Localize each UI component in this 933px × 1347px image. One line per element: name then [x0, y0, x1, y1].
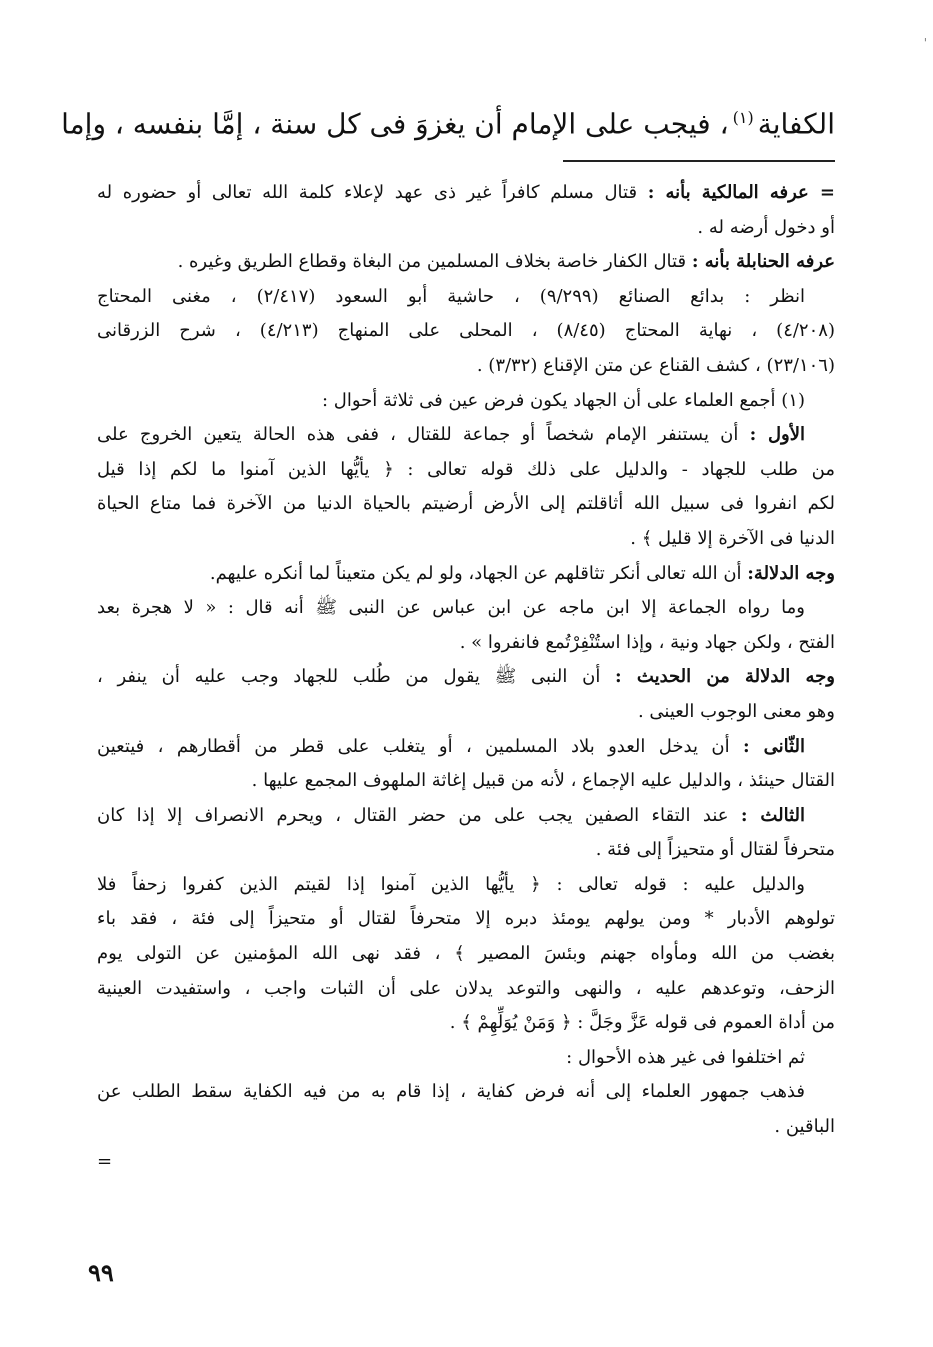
footnote-line: متحرفاً لقتال أو متحيزاً إلى فئة . [595, 839, 835, 861]
footnote-line: (٤/٢٠٨) ، نهاية المحتاج (٨/٤٥) ، المحلى على المنهاج (٤/٢١٣) ، شرح الزرقانى [97, 320, 835, 342]
term-label: الثّانى : [743, 735, 805, 757]
main-text-line [61, 96, 835, 146]
footnote-line: وما رواه الجماعة إلا ابن ماجه عن ابن عباس عن النبى ﷺ أنه قال : « لا هجرة بعد [97, 597, 805, 619]
footnote-line: الثالث : عند التقاء الصفين يجب على من حضر القتال ، ويحرم الانصراف إلا إذا كان [97, 804, 805, 826]
footnote-line: الباقين . [774, 1116, 835, 1138]
footnote-line: الثّانى : أن يدخل العدو بلاد المسلمين ، أو يتغلب على قطر من أقطارهم ، فيتعين [97, 735, 805, 757]
footnote-line: الزحف، وتوعدهم عليه ، والنهى والتوعد يدلان على أن الثبات واجب ، واستفيدت العينية [97, 977, 835, 999]
footnote-line: من أداة العموم فى قوله عَزَّ وجَلَّ : ﴿ وَمَنْ يُوَلِّهِمْ ﴾ . [449, 1012, 835, 1034]
footnote-line: والدليل عليه : قوله تعالى : ﴿ يأيُّها الذين آمنوا إذا لقيتم الذين كفروا زحفاً فلا [97, 873, 805, 895]
footnote-line: فذهب جمهور العلماء إلى أنه فرض كفاية ، إذا قام به من فيه الكفاية سقط الطلب عن [97, 1081, 805, 1103]
footnote-line: الأول : أن يستنفر الإمام شخصاً أو جماعة للقتال ، ففى هذه الحالة يتعين الخروج على [97, 424, 805, 446]
footnote-line: تولوهم الأدبار * ومن يولهم يومئذ دبره إلا متحرفاً لقتال أو متحيزاً إلى فئة ، فقد باء [97, 908, 835, 930]
footnote-line: وجه الدلالة: أن الله تعالى أنكر تثاقلهم عن الجهاد، ولو لم يكن متعيناً لما أنكره عليهم. [209, 562, 835, 584]
footnote-line: بغضب من الله ومأواه جهنم وبئسَ المصير ﴾ ، فقد نهى الله المؤمنين عن التولى يوم [97, 943, 835, 965]
footnote-line: (١) أجمع العلماء على أن الجهاد يكون فرض عين فى ثلاثة أحوال : [321, 389, 805, 411]
corner-mark: ' [923, 36, 927, 50]
footnote-separator [563, 160, 835, 162]
term-label: = عرفه المالكية بأنه : [647, 182, 835, 203]
main-text-start: الكفاية [757, 107, 835, 141]
footnote-line: عرفه الحنابلة بأنه : قتال الكفار خاصة بخلاف المسلمين من البغاة وقطاع الطريق وغيره . [177, 251, 835, 273]
term-label: الثالث : [740, 804, 805, 826]
footnote-line: الفتح ، ولكن جهاد ونية ، وإذا استُنْفِرْتُمع فانفروا » . [459, 631, 835, 653]
term-label: وجه الدلالة: [747, 562, 835, 584]
footnotes-block [97, 176, 835, 1179]
footnote-reference: (١) [732, 108, 754, 127]
footnote-line: وجه الدلالة من الحديث : أن النبى ﷺ يقول من طُلب للجهاد وجب عليه أن ينفر ، [97, 666, 835, 688]
term-label: عرفه الحنابلة بأنه : [691, 251, 835, 273]
page-number: ٩٩ [88, 1258, 114, 1287]
term-label: وجه الدلالة من الحديث : [615, 666, 835, 688]
footnote-line: انظر : بدائع الصنائع (٩/٢٩٩) ، حاشية أبو السعود (٢/٤١٧) ، مغنى المحتاج [97, 285, 805, 307]
main-text-end: ، فيجب على الإمام أن يغزوَ فى كل سنة ، إمَّا بنفسه ، وإما [61, 107, 729, 141]
footnote-line: الدنيا فى الآخرة إلا قليل ﴾ . [630, 527, 835, 549]
footnote-line: من طلب للجهاد - والدليل على ذلك قوله تعالى : ﴿ يأيُّها الذين آمنوا ما لكم إذا قيل [97, 458, 835, 480]
footnote-line: لكم انفروا فى سبيل الله أثاقلتم إلى الأرض أرضيتم بالحياة الدنيا من الآخرة فما متاع الحياة [97, 493, 835, 515]
footnote-line: القتال حينئذ ، والدليل عليه الإجماع ، لأنه من قبيل إغاثة الملهوف المجمع عليها . [251, 770, 835, 792]
footnote-line: وهو معنى الوجوب العينى . [637, 700, 835, 722]
footnote-line: = عرفه المالكية بأنه : قتال مسلم كافراً غير ذى عهد لإعلاء كلمة الله تعالى أو حضوره له [97, 182, 835, 203]
footnote-line: أو دخول أرضه له . [697, 216, 835, 238]
term-label: الأول : [749, 424, 805, 446]
footnote-line: ثم اختلفوا فى غير هذه الأحوال : [566, 1046, 805, 1068]
continuation-mark: = [97, 1150, 113, 1172]
footnote-line: (٢٣/١٠٦) ، كشف القناع عن متن الإقناع (٣/٣٢) . [476, 354, 835, 376]
